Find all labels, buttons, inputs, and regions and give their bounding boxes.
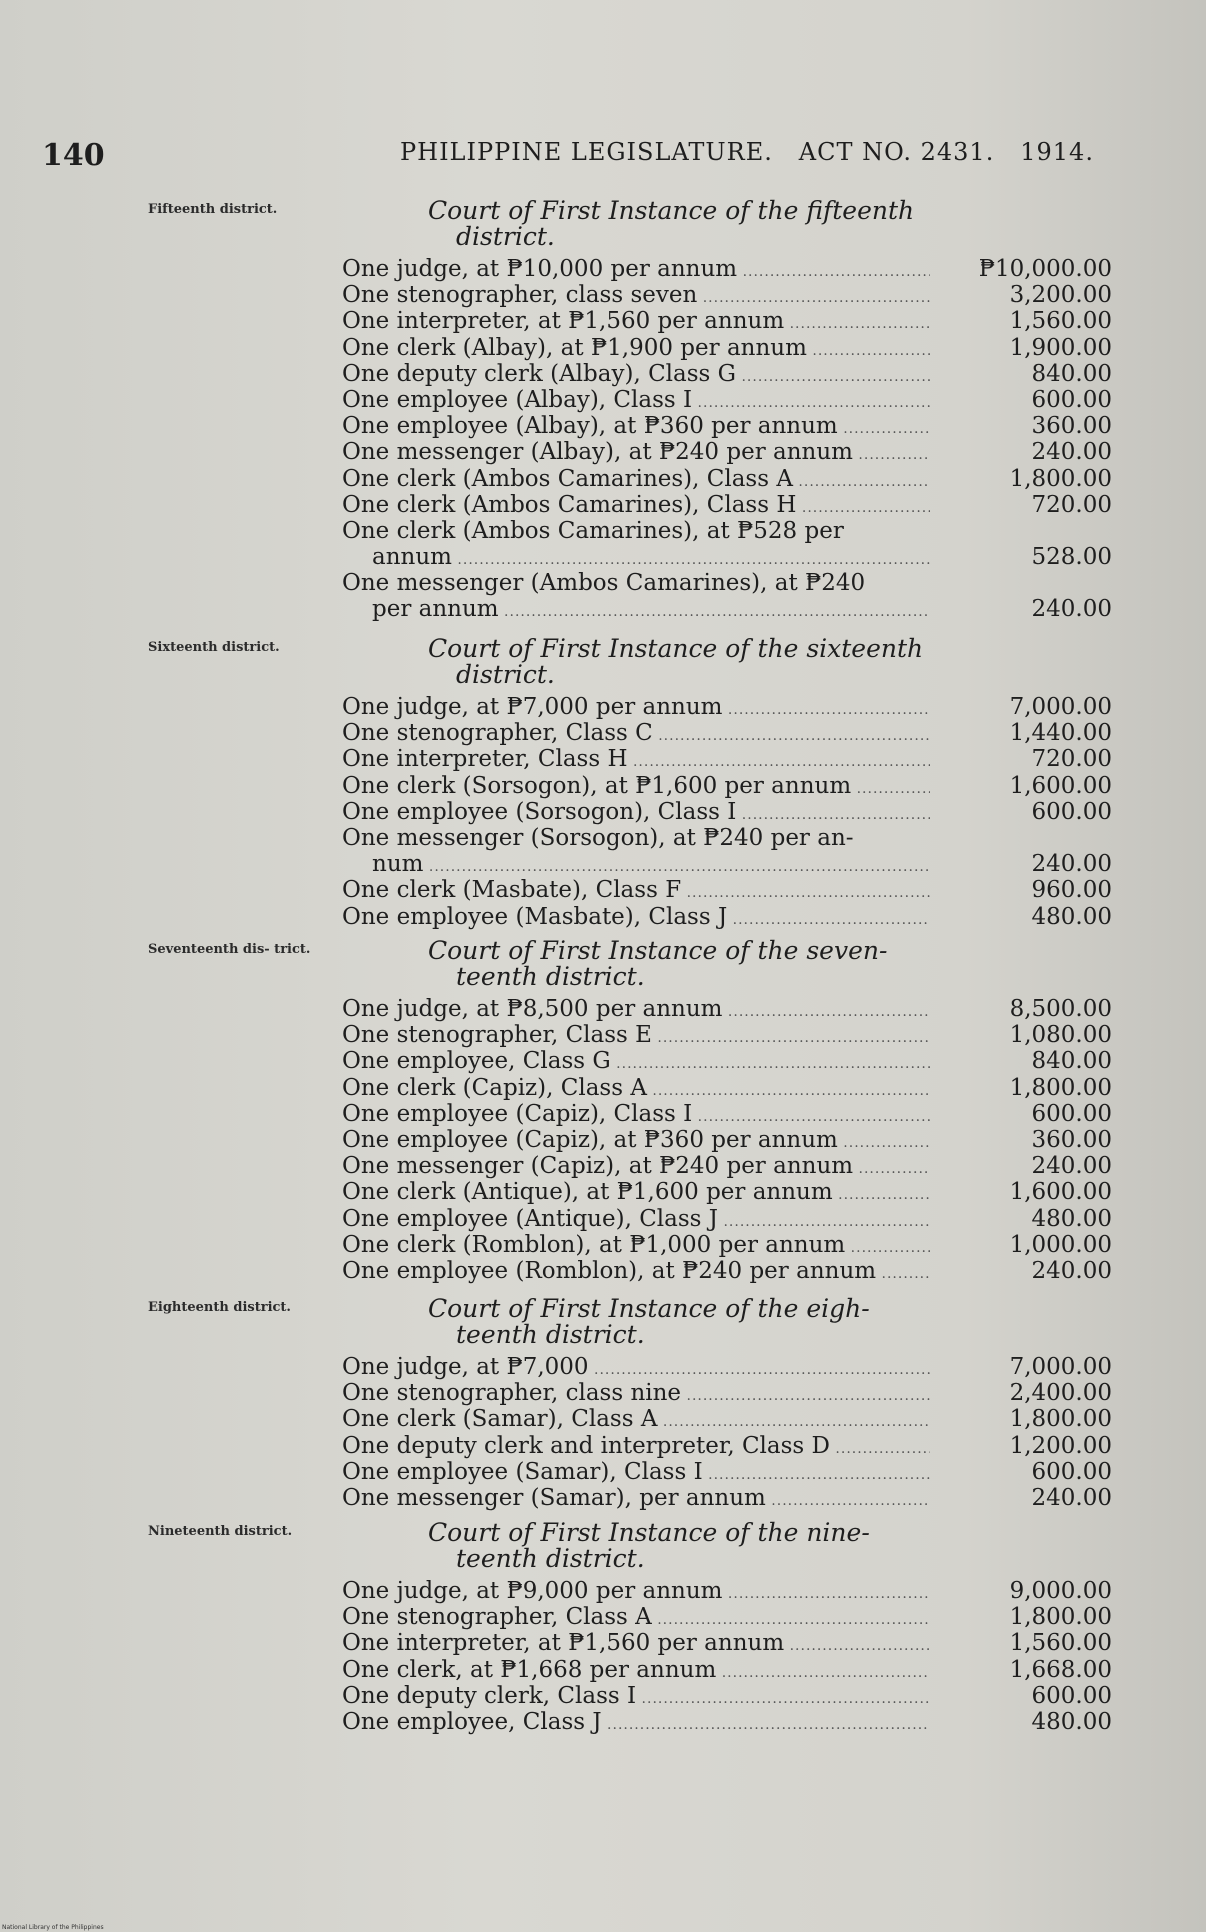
line-item-description: One employee, Class J ..... (342, 1709, 930, 1738)
line-item-amount: 360.00 (1031, 413, 1112, 440)
line-item-description: One judge, at ₱7,000 ..... (342, 1354, 930, 1383)
section-heading-line2: teenth district. (456, 1320, 645, 1349)
act-number: ACT NO. 2431. (798, 138, 995, 166)
line-item-description: One stenographer, Class E ..... (342, 1022, 930, 1051)
line-item (342, 1604, 1112, 1630)
line-item (342, 1630, 1112, 1656)
line-item (342, 256, 1112, 282)
line-item-description: One clerk (Sorsogon), at ₱1,600 per annum ..... (342, 773, 930, 802)
line-item-amount: 1,600.00 (1009, 772, 1112, 799)
line-item-description: One messenger (Capiz), at ₱240 per annum ..... (342, 1153, 930, 1182)
line-item-amount: 528.00 (1031, 544, 1112, 570)
section-heading (428, 636, 928, 688)
line-item-description: One employee (Capiz), at ₱360 per annum ..... (342, 1127, 930, 1156)
line-item (342, 720, 1112, 746)
section-heading-line1: Court of First Instance of the sixteenth (428, 634, 924, 663)
line-item (342, 466, 1112, 492)
line-item-amount: 240.00 (1031, 1258, 1112, 1284)
line-item-amount: 1,080.00 (1009, 1022, 1112, 1049)
line-item (342, 996, 1112, 1022)
line-item-amount: 1,668.00 (1009, 1656, 1112, 1683)
line-item-amount: 840.00 (1031, 1048, 1112, 1075)
line-item-amount: 480.00 (1031, 1709, 1112, 1735)
year: 1914. (1020, 138, 1094, 166)
line-item-amount: 240.00 (1031, 596, 1112, 623)
line-item-description: One stenographer, Class C ..... (342, 720, 930, 749)
line-item (342, 1406, 1112, 1432)
line-item-description: One messenger (Albay), at ₱240 per annum ..... (342, 439, 930, 468)
line-item-description: One clerk (Romblon), at ₱1,000 per annum ..... (342, 1232, 930, 1261)
line-item-amount: 720.00 (1031, 746, 1112, 773)
line-item (342, 773, 1112, 799)
line-item-description-cont: per annum ..... (372, 596, 930, 625)
line-item (342, 1709, 1112, 1735)
line-item-amount: 1,200.00 (1009, 1432, 1112, 1459)
line-item-description: One stenographer, Class A ..... (342, 1604, 930, 1633)
line-item-amount: 7,000.00 (1009, 694, 1112, 720)
line-item-description: One interpreter, at ₱1,560 per annum ..... (342, 308, 930, 337)
line-item (342, 877, 1112, 903)
line-item-amount: 600.00 (1031, 1682, 1112, 1709)
line-item-description: One clerk (Ambos Camarines), Class A ..... (342, 466, 930, 495)
line-item-description: One employee, Class G ..... (342, 1048, 930, 1077)
line-item-amount: 3,200.00 (1009, 282, 1112, 309)
line-item (342, 1380, 1112, 1406)
line-item-description: One judge, at ₱10,000 per annum ..... (342, 256, 930, 285)
line-item-description-cont: annum ..... (372, 544, 930, 573)
line-item-description: One judge, at ₱9,000 per annum ..... (342, 1578, 930, 1607)
line-item-description: One stenographer, class nine ..... (342, 1380, 930, 1409)
line-item-description: One clerk (Antique), at ₱1,600 per annum ..... (342, 1179, 930, 1208)
line-item-description: One employee (Capiz), Class I ..... (342, 1101, 930, 1130)
footer-credit: National Library of the Philippines (2, 1924, 104, 1931)
line-item-description: One clerk, at ₱1,668 per annum ..... (342, 1657, 930, 1686)
line-item-description: One clerk (Masbate), Class F ..... (342, 877, 930, 906)
line-item (342, 439, 1112, 465)
line-item (342, 1578, 1112, 1604)
margin-note: Fifteenth district. (148, 202, 278, 217)
line-item-description: One clerk (Samar), Class A ..... (342, 1406, 930, 1435)
line-item-amount: 600.00 (1031, 1458, 1112, 1485)
line-item (342, 1683, 1112, 1709)
line-item (342, 799, 1112, 825)
line-item-amount: 840.00 (1031, 360, 1112, 387)
line-item-description: One messenger (Samar), per annum ..... (342, 1485, 930, 1514)
line-item (342, 413, 1112, 439)
line-item-amount: 360.00 (1031, 1127, 1112, 1153)
line-item-description: One employee (Masbate), Class J ..... (342, 904, 930, 933)
line-item-description: One messenger (Sorsogon), at ₱240 per an- (342, 825, 854, 851)
line-item (342, 694, 1112, 720)
line-item (342, 1354, 1112, 1380)
line-item-amount: 1,800.00 (1009, 465, 1112, 492)
line-item (342, 1485, 1112, 1511)
line-item-amount: 1,560.00 (1009, 308, 1112, 335)
line-item-description: One deputy clerk, Class I ..... (342, 1683, 930, 1712)
section-heading-line1: Court of First Instance of the fifteenth (428, 196, 915, 225)
line-item-amount: 240.00 (1031, 851, 1112, 877)
line-item-amount: 480.00 (1031, 1205, 1112, 1232)
line-item-amount: 1,800.00 (1009, 1406, 1112, 1433)
section-heading-line2: teenth district. (456, 1544, 645, 1573)
line-item-amount: 600.00 (1031, 1100, 1112, 1127)
page-number: 140 (42, 138, 105, 173)
section-heading (428, 1296, 928, 1348)
line-item-amount: 960.00 (1031, 877, 1112, 904)
line-item (342, 1657, 1112, 1683)
line-item (342, 1153, 1112, 1179)
line-item-description: One deputy clerk and interpreter, Class D ..... (342, 1433, 930, 1462)
line-item-amount: 7,000.00 (1009, 1354, 1112, 1380)
line-item-amount: 1,440.00 (1009, 720, 1112, 747)
line-item-description: One judge, at ₱7,000 per annum ..... (342, 694, 930, 723)
line-item-amount: 480.00 (1031, 903, 1112, 930)
line-item (342, 1101, 1112, 1127)
section-heading (428, 1520, 928, 1572)
line-item (342, 308, 1112, 334)
line-item-description: One judge, at ₱8,500 per annum ..... (342, 996, 930, 1025)
section-heading (428, 198, 928, 250)
line-item (342, 282, 1112, 308)
margin-note: Nineteenth district. (148, 1524, 293, 1539)
section-heading-line1: Court of First Instance of the seven- (428, 936, 888, 965)
line-item-amount: 1,000.00 (1009, 1231, 1112, 1258)
line-item-amount: 240.00 (1031, 1485, 1112, 1511)
line-item (342, 1206, 1112, 1232)
line-item (342, 1022, 1112, 1048)
line-item-description: One deputy clerk (Albay), Class G ..... (342, 361, 930, 390)
line-item-description: One employee (Sorsogon), Class I ..... (342, 799, 930, 828)
line-item-description: One employee (Albay), at ₱360 per annum ..... (342, 413, 930, 442)
line-item-description: One employee (Romblon), at ₱240 per annum ..... (342, 1258, 930, 1287)
line-item (342, 1179, 1112, 1205)
line-item-amount: 9,000.00 (1009, 1578, 1112, 1604)
line-item (342, 904, 1112, 930)
running-head-title: PHILIPPINE LEGISLATURE. (400, 138, 773, 166)
line-item-description: One clerk (Albay), at ₱1,900 per annum ..... (342, 335, 930, 364)
running-head (400, 138, 1094, 166)
line-item-description: One messenger (Ambos Camarines), at ₱240 (342, 570, 866, 597)
section-heading-line1: Court of First Instance of the eigh- (428, 1294, 870, 1323)
line-item (342, 387, 1112, 413)
line-item-amount: 1,560.00 (1009, 1630, 1112, 1657)
line-item (342, 492, 1112, 518)
section-heading-line2: teenth district. (456, 962, 645, 991)
line-item-description: One clerk (Ambos Camarines), Class H ..... (342, 492, 930, 521)
line-item (342, 570, 1112, 622)
line-item-amount: 720.00 (1031, 491, 1112, 518)
section-heading (428, 938, 928, 990)
line-item-description: One clerk (Capiz), Class A ..... (342, 1075, 930, 1104)
line-item-description: One interpreter, Class H ..... (342, 746, 930, 775)
margin-note: Eighteenth district. (148, 1300, 291, 1315)
line-item-description: One interpreter, at ₱1,560 per annum ..... (342, 1630, 930, 1659)
line-item (342, 746, 1112, 772)
section-heading-line2: district. (456, 660, 555, 689)
section-heading-line2: district. (456, 222, 555, 251)
line-item-description: One employee (Samar), Class I ..... (342, 1459, 930, 1488)
line-item-amount: ₱10,000.00 (978, 256, 1112, 282)
line-item-amount: 1,600.00 (1009, 1179, 1112, 1206)
line-item (342, 825, 1112, 877)
margin-note: Seventeenth dis- trict. (148, 942, 311, 957)
line-item (342, 335, 1112, 361)
line-item-description-cont: num ..... (372, 851, 930, 880)
line-item (342, 1459, 1112, 1485)
section-heading-line1: Court of First Instance of the nine- (428, 1518, 870, 1547)
line-item-amount: 1,800.00 (1009, 1074, 1112, 1101)
line-item (342, 1433, 1112, 1459)
line-item (342, 1232, 1112, 1258)
line-item (342, 1075, 1112, 1101)
line-item (342, 1048, 1112, 1074)
line-item-amount: 240.00 (1031, 1153, 1112, 1180)
line-item (342, 1127, 1112, 1153)
line-item-amount: 1,900.00 (1009, 334, 1112, 361)
line-item-amount: 240.00 (1031, 439, 1112, 466)
line-item-description: One clerk (Ambos Camarines), at ₱528 per (342, 518, 844, 544)
line-item-amount: 8,500.00 (1009, 996, 1112, 1022)
line-item-description: One employee (Antique), Class J ..... (342, 1206, 930, 1235)
margin-note: Sixteenth district. (148, 640, 280, 655)
line-item (342, 361, 1112, 387)
line-item (342, 1258, 1112, 1284)
line-item-description: One stenographer, class seven ..... (342, 282, 930, 311)
line-item-amount: 2,400.00 (1009, 1380, 1112, 1407)
line-item-amount: 1,800.00 (1009, 1604, 1112, 1631)
line-item-amount: 600.00 (1031, 387, 1112, 413)
line-item-amount: 600.00 (1031, 798, 1112, 825)
line-item (342, 518, 1112, 570)
line-item-description: One employee (Albay), Class I ..... (342, 387, 930, 416)
